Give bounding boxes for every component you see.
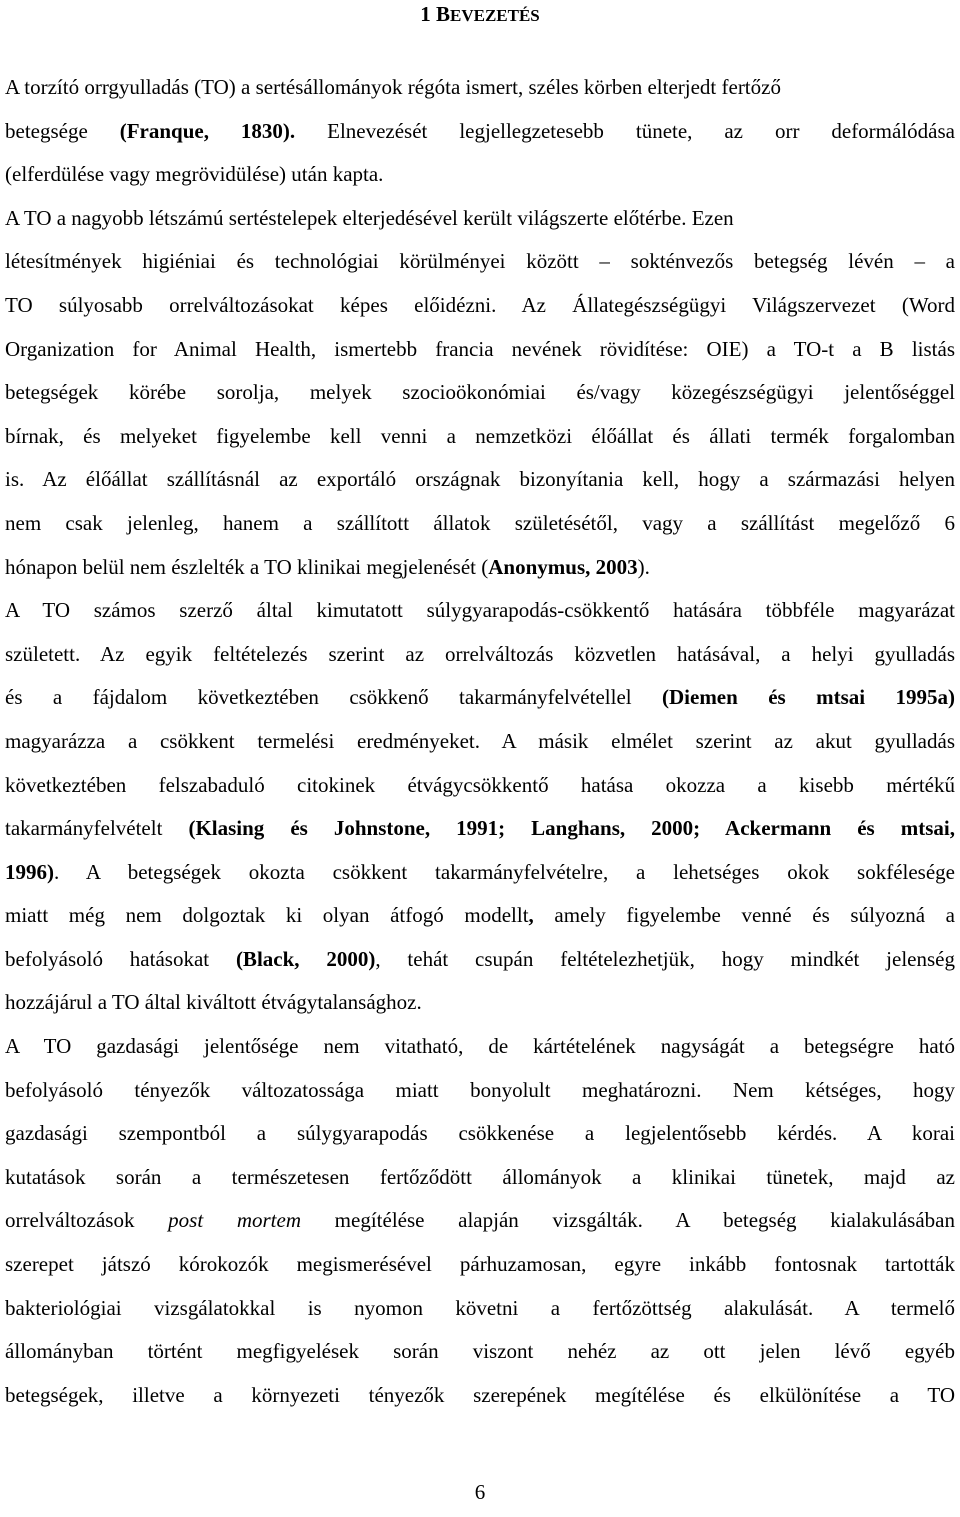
text-line <box>5 676 955 720</box>
emphasis-text: post mortem <box>168 1208 301 1233</box>
text-line <box>5 153 955 197</box>
citation-text: Anonymus, 2003 <box>488 554 638 579</box>
text-line <box>5 807 955 851</box>
text-segment: magyarázza a csökkent termelési eredményeket. A másik elmélet szerint az akut gyulladás <box>5 728 955 753</box>
text-line <box>5 328 955 372</box>
text-segment: bakteriológiai vizsgálatokkal is nyomon követni a fertőzöttség alakulását. A termelő <box>5 1295 955 1320</box>
text-line <box>5 1374 955 1418</box>
section-title <box>436 2 540 26</box>
text-segment: , tehát csupán feltételezhetjük, hogy mindkét jelenség <box>375 946 955 971</box>
text-segment: szerepet játszó kórokozók megismerésével párhuzamosan, egyre inkább fontosnak tartották <box>5 1252 955 1277</box>
text-line <box>5 240 955 284</box>
section-title-rest: EVEZETÉS <box>450 6 540 25</box>
section-title-initial: B <box>435 2 450 26</box>
text-line <box>5 502 955 546</box>
text-segment: hónapon belül nem észlelték a TO klinikai megjelenését ( <box>5 554 489 579</box>
text-segment: is. Az élőállat szállításnál az exportáló országnak bizonyítania kell, hogy a származási helyen <box>5 467 955 492</box>
text-line <box>5 110 955 154</box>
text-segment: orrelváltozások <box>5 1208 169 1233</box>
citation-text: , <box>528 903 534 928</box>
text-segment: A torzító orrgyulladás (TO) a sertésállományok régóta ismert, széles körben elterjedt fertőző <box>5 75 781 99</box>
text-segment: (elferdülése vagy megrövidülése) után kapta. <box>5 162 384 187</box>
text-segment: befolyásoló hatásokat <box>5 946 236 971</box>
text-segment: betegségek körébe sorolja, melyek szocioökonómiai és/vagy közegészségügyi jelentőséggel <box>5 380 955 405</box>
text-segment: létesítmények higiéniai és technológiai körülményei között – sokténvezős betegség lévén – a <box>5 249 955 274</box>
text-segment: takarmányfelvételt <box>5 816 189 841</box>
text-line <box>5 633 955 677</box>
text-line <box>5 1156 955 1200</box>
text-line <box>5 458 955 502</box>
citation-text: 1996) <box>5 859 54 884</box>
text-segment: következtében felszabaduló citokinek étvágycsökkentő hatása okozza a kisebb mértékű <box>5 772 955 797</box>
text-segment: bírnak, és melyeket figyelembe kell venni a nemzetközi élőállat és állati termék forgalomban <box>5 423 955 448</box>
citation-text: (Klasing és Johnstone, 1991; Langhans, 2000; Ackermann és mtsai, <box>188 816 955 841</box>
text-line <box>5 720 955 764</box>
body-text <box>5 66 955 1417</box>
text-segment: miatt még nem dolgoztak ki olyan átfogó modellt <box>5 903 529 928</box>
citation-text: (Black, 2000) <box>235 946 376 971</box>
text-line <box>5 1025 955 1069</box>
text-line <box>5 851 955 895</box>
text-line <box>5 1243 955 1287</box>
text-segment: állományban történt megfigyelések során viszont nehéz az ott jelen lévő egyéb <box>5 1339 955 1364</box>
text-segment: Elnevezését legjellegzetesebb tünete, az orr deformálódása <box>295 118 955 143</box>
text-line <box>5 764 955 808</box>
page-number: 6 <box>474 1480 486 1504</box>
text-segment: Organization for Animal Health, ismertebb francia nevének rövidítése: OIE) a TO-t a B listás <box>5 336 955 361</box>
text-segment: befolyásoló tényezők változatossága miatt bonyolult meghatározni. Nem kétséges, hogy <box>5 1077 955 1102</box>
citation-text: (Franque, 1830). <box>119 118 296 143</box>
text-line <box>5 197 955 241</box>
text-line <box>5 589 955 633</box>
text-segment: kutatások során a természetesen fertőződött állományok a klinikai tünetek, majd az <box>5 1164 955 1189</box>
citation-text: (Diemen és mtsai 1995a) <box>662 685 955 710</box>
text-segment: hozzájárul a TO által kiváltott étvágytalansághoz. <box>5 990 422 1015</box>
text-segment: megítélése alapján vizsgálták. A betegség kialakulásában <box>301 1208 955 1233</box>
section-heading <box>0 0 960 30</box>
text-segment: A TO gazdasági jelentősége nem vitatható, de kártételének nagyságát a betegségre ható <box>5 1034 955 1059</box>
text-segment: TO súlyosabb orrelváltozásokat képes előidézni. Az Állategészségügyi Világszervezet (Word <box>5 292 955 317</box>
section-number: 1 <box>420 2 431 26</box>
text-segment: A TO a nagyobb létszámú sertéstelepek elterjedésével került világszerte előtérbe. Ezen <box>5 205 734 230</box>
text-line <box>5 371 955 415</box>
text-line <box>5 1330 955 1374</box>
text-line <box>5 546 955 590</box>
text-segment: nem csak jelenleg, hanem a szállított állatok születésétől, vagy a szállítást megelőző 6 <box>5 510 955 535</box>
text-line <box>5 1112 955 1156</box>
text-segment: és a fájdalom következtében csökkenő takarmányfelvétellel <box>5 685 662 710</box>
text-line <box>5 938 955 982</box>
text-line <box>5 894 955 938</box>
text-line <box>5 981 955 1025</box>
text-segment: gazdasági szempontból a súlygyarapodás csökkenése a legjelentősebb kérdés. A korai <box>5 1121 955 1146</box>
text-line <box>5 66 955 110</box>
text-segment: amely figyelembe venné és súlyozná a <box>533 903 955 928</box>
text-segment: betegsége <box>5 118 120 143</box>
text-line <box>5 415 955 459</box>
text-line <box>5 1287 955 1331</box>
text-line <box>5 1069 955 1113</box>
text-line <box>5 284 955 328</box>
text-line <box>5 1199 955 1243</box>
text-segment: ). <box>637 554 650 579</box>
text-segment: betegségek, illetve a környezeti tényezők szerepének megítélése és elkülönítése a TO <box>5 1382 955 1407</box>
text-segment: . A betegségek okozta csökkent takarmányfelvételre, a lehetséges okok sokfélesége <box>54 859 955 884</box>
text-segment: született. Az egyik feltételezés szerint az orrelváltozás közvetlen hatásával, a helyi gyulladás <box>5 641 955 666</box>
text-segment: A TO számos szerző által kimutatott súlygyarapodás-csökkentő hatására többféle magyarázat <box>5 598 955 623</box>
